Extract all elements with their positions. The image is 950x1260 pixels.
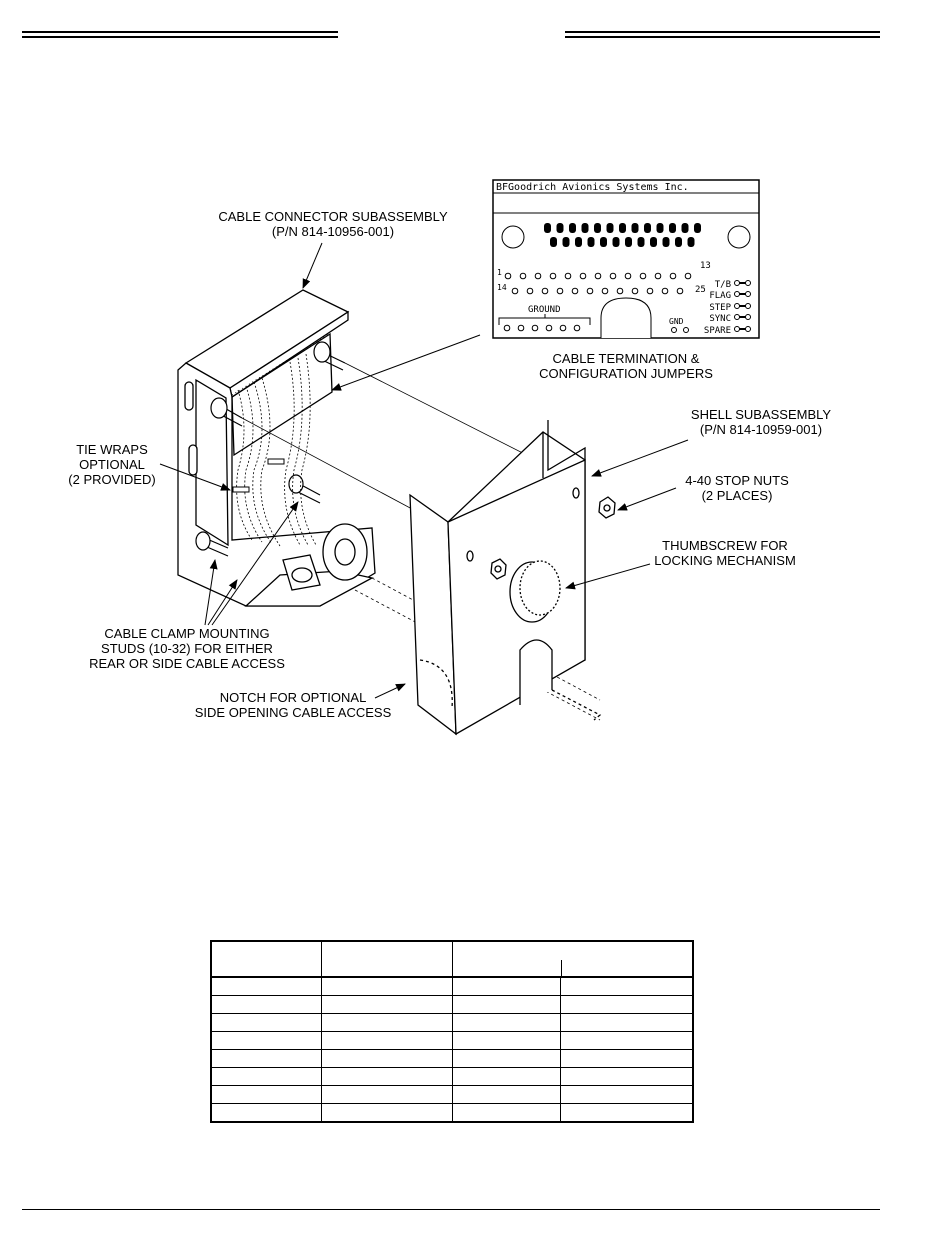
table-header-row — [211, 941, 693, 977]
table-cell — [453, 1104, 561, 1123]
pcb-hole — [512, 288, 518, 294]
jumper-hole — [746, 281, 751, 286]
pcb-hole — [520, 273, 526, 279]
connector-pin — [563, 237, 570, 247]
label-line: 4-40 STOP NUTS — [685, 473, 789, 488]
table-cell — [211, 1068, 322, 1086]
table-row — [211, 996, 693, 1014]
table-cell — [561, 1014, 693, 1032]
label-cable-termination — [520, 351, 732, 381]
label-thumbscrew — [640, 538, 810, 568]
table-cell — [211, 1014, 322, 1032]
pcb-hole — [518, 325, 524, 331]
table-cell — [322, 977, 453, 996]
connector-pin — [557, 223, 564, 233]
label-line: (P/N 814-10956-001) — [271, 224, 395, 239]
connector-pin — [638, 237, 645, 247]
label-cable-clamp-studs — [74, 626, 300, 671]
connector-pin — [663, 237, 670, 247]
label-cable-connector-subassembly — [208, 209, 458, 239]
label-line: SIDE OPENING CABLE ACCESS — [194, 705, 392, 720]
pcb-brand-text: BFGoodrich Avionics Systems Inc. — [496, 182, 689, 193]
pcb-hole — [546, 325, 552, 331]
connector-pin — [588, 237, 595, 247]
jumper-label-tb: T/B — [714, 280, 731, 290]
table-cell — [561, 977, 693, 996]
connector-pin — [688, 237, 695, 247]
label-line: THUMBSCREW FOR — [662, 538, 788, 553]
pcb-hole — [677, 288, 683, 294]
jumper-label-sync: SYNC — [709, 314, 731, 324]
ground-label: GROUND — [528, 305, 561, 315]
connector-pin — [600, 237, 607, 247]
connector-pin — [650, 237, 657, 247]
jumper-hole — [735, 281, 740, 286]
table-cell — [453, 1050, 561, 1068]
jumper-hole — [746, 315, 751, 320]
label-line: STUDS (10-32) FOR EITHER — [101, 641, 273, 656]
label-line: (2 PROVIDED) — [68, 472, 156, 487]
pcb-hole — [617, 288, 623, 294]
shell-subassembly — [410, 420, 615, 734]
connector-pin — [619, 223, 626, 233]
connector-pin — [657, 223, 664, 233]
pin-13-label: 13 — [700, 261, 711, 271]
pin-25-label: 25 — [695, 285, 706, 295]
connector-pin — [544, 223, 551, 233]
table-cell — [211, 1050, 322, 1068]
table-body — [211, 977, 693, 1122]
gnd-label: GND — [669, 317, 684, 326]
table-cell — [322, 996, 453, 1014]
pcb-hole — [574, 325, 580, 331]
table-cell — [453, 1068, 561, 1086]
connector-pin — [675, 237, 682, 247]
label-line: CONFIGURATION JUMPERS — [539, 366, 713, 381]
pcb-hole — [595, 273, 601, 279]
table-header-cell — [211, 941, 322, 977]
table-cell — [211, 1086, 322, 1104]
pcb-hole — [550, 273, 556, 279]
label-line: TIE WRAPS — [76, 442, 148, 457]
connector-pin — [550, 237, 557, 247]
pcb-hole — [670, 273, 676, 279]
table-cell — [211, 1032, 322, 1050]
pin-1-label: 1 — [497, 268, 502, 277]
pcb-hole — [602, 288, 608, 294]
pcb-hole — [632, 288, 638, 294]
pcb-hole — [587, 288, 593, 294]
jumper-hole — [746, 327, 751, 332]
jumper-hole — [746, 292, 751, 297]
table-cell — [322, 1068, 453, 1086]
jumper-hole — [735, 315, 740, 320]
connector-pin — [632, 223, 639, 233]
connector-pin — [625, 237, 632, 247]
pcb-hole — [610, 273, 616, 279]
connector-pin — [669, 223, 676, 233]
pcb-hole — [542, 288, 548, 294]
data-table — [210, 940, 694, 1123]
pcb-hole — [685, 273, 691, 279]
pcb-hole — [647, 288, 653, 294]
connector-pin — [569, 223, 576, 233]
table-header-subdivider — [561, 960, 562, 977]
label-line: CABLE CONNECTOR SUBASSEMBLY — [218, 209, 448, 224]
table-row — [211, 1104, 693, 1123]
jumper-hole — [735, 304, 740, 309]
table-row — [211, 1050, 693, 1068]
connector-pin — [594, 223, 601, 233]
label-stop-nuts — [672, 473, 802, 503]
table-cell — [211, 1104, 322, 1123]
table-cell — [453, 1014, 561, 1032]
table-row — [211, 1086, 693, 1104]
table-row — [211, 1014, 693, 1032]
table-cell — [322, 1032, 453, 1050]
label-line: REAR OR SIDE CABLE ACCESS — [89, 656, 285, 671]
pcb-hole — [504, 325, 510, 331]
label-line: OPTIONAL — [79, 457, 145, 472]
table-cell — [322, 1104, 453, 1123]
pcb-hole — [527, 288, 533, 294]
table-cell — [561, 1032, 693, 1050]
label-line: (P/N 814-10959-001) — [699, 422, 823, 437]
jumper-label-flag: FLAG — [709, 291, 731, 301]
jumper-hole — [735, 327, 740, 332]
label-shell-subassembly — [676, 407, 846, 437]
table-cell — [561, 1104, 693, 1123]
label-line: CABLE CLAMP MOUNTING — [104, 626, 270, 641]
footer-rule — [22, 1209, 880, 1210]
table-row — [211, 977, 693, 996]
label-notch — [180, 690, 406, 720]
table-header-cell — [322, 941, 453, 977]
table-cell — [322, 1086, 453, 1104]
table-cell — [453, 977, 561, 996]
pcb-hole — [640, 273, 646, 279]
jumper-hole — [735, 292, 740, 297]
label-line: (2 PLACES) — [701, 488, 773, 503]
pcb-hole — [580, 273, 586, 279]
connector-pin — [613, 237, 620, 247]
table-cell — [561, 1068, 693, 1086]
table-cell — [211, 996, 322, 1014]
pcb-hole — [572, 288, 578, 294]
pcb-hole — [625, 273, 631, 279]
pin-14-label: 14 — [497, 283, 507, 292]
jumper-hole — [746, 304, 751, 309]
connector-pin — [694, 223, 701, 233]
table-cell — [322, 1014, 453, 1032]
pcb-hole — [655, 273, 661, 279]
jumper-label-step: STEP — [709, 303, 731, 313]
table-cell — [561, 1086, 693, 1104]
table-cell — [453, 1086, 561, 1104]
table-row — [211, 1068, 693, 1086]
label-tie-wraps — [52, 442, 172, 487]
table-cell — [561, 1050, 693, 1068]
pcb-hole — [532, 325, 538, 331]
label-line: LOCKING MECHANISM — [654, 553, 796, 568]
pcb-hole — [535, 273, 541, 279]
connector-pin — [582, 223, 589, 233]
table-cell — [322, 1050, 453, 1068]
pcb-inset — [493, 180, 759, 338]
tie-wrap-1 — [233, 487, 249, 492]
table-cell — [453, 1032, 561, 1050]
table-header-cell — [453, 941, 693, 977]
tie-wrap-2 — [268, 459, 284, 464]
table-cell — [561, 996, 693, 1014]
connector-pin — [682, 223, 689, 233]
label-line: CABLE TERMINATION & — [552, 351, 700, 366]
pcb-hole — [560, 325, 566, 331]
pcb-hole — [662, 288, 668, 294]
pcb-hole — [557, 288, 563, 294]
pcb-hole — [565, 273, 571, 279]
connector-pin — [607, 223, 614, 233]
label-line: NOTCH FOR OPTIONAL — [219, 690, 367, 705]
connector-pin — [575, 237, 582, 247]
connector-pin — [644, 223, 651, 233]
jumper-label-spare: SPARE — [703, 326, 731, 336]
table-cell — [453, 996, 561, 1014]
table-cell — [211, 977, 322, 996]
table-row — [211, 1032, 693, 1050]
pcb-hole — [505, 273, 511, 279]
label-line: SHELL SUBASSEMBLY — [690, 407, 832, 422]
cable-connector-subassembly — [178, 290, 375, 606]
